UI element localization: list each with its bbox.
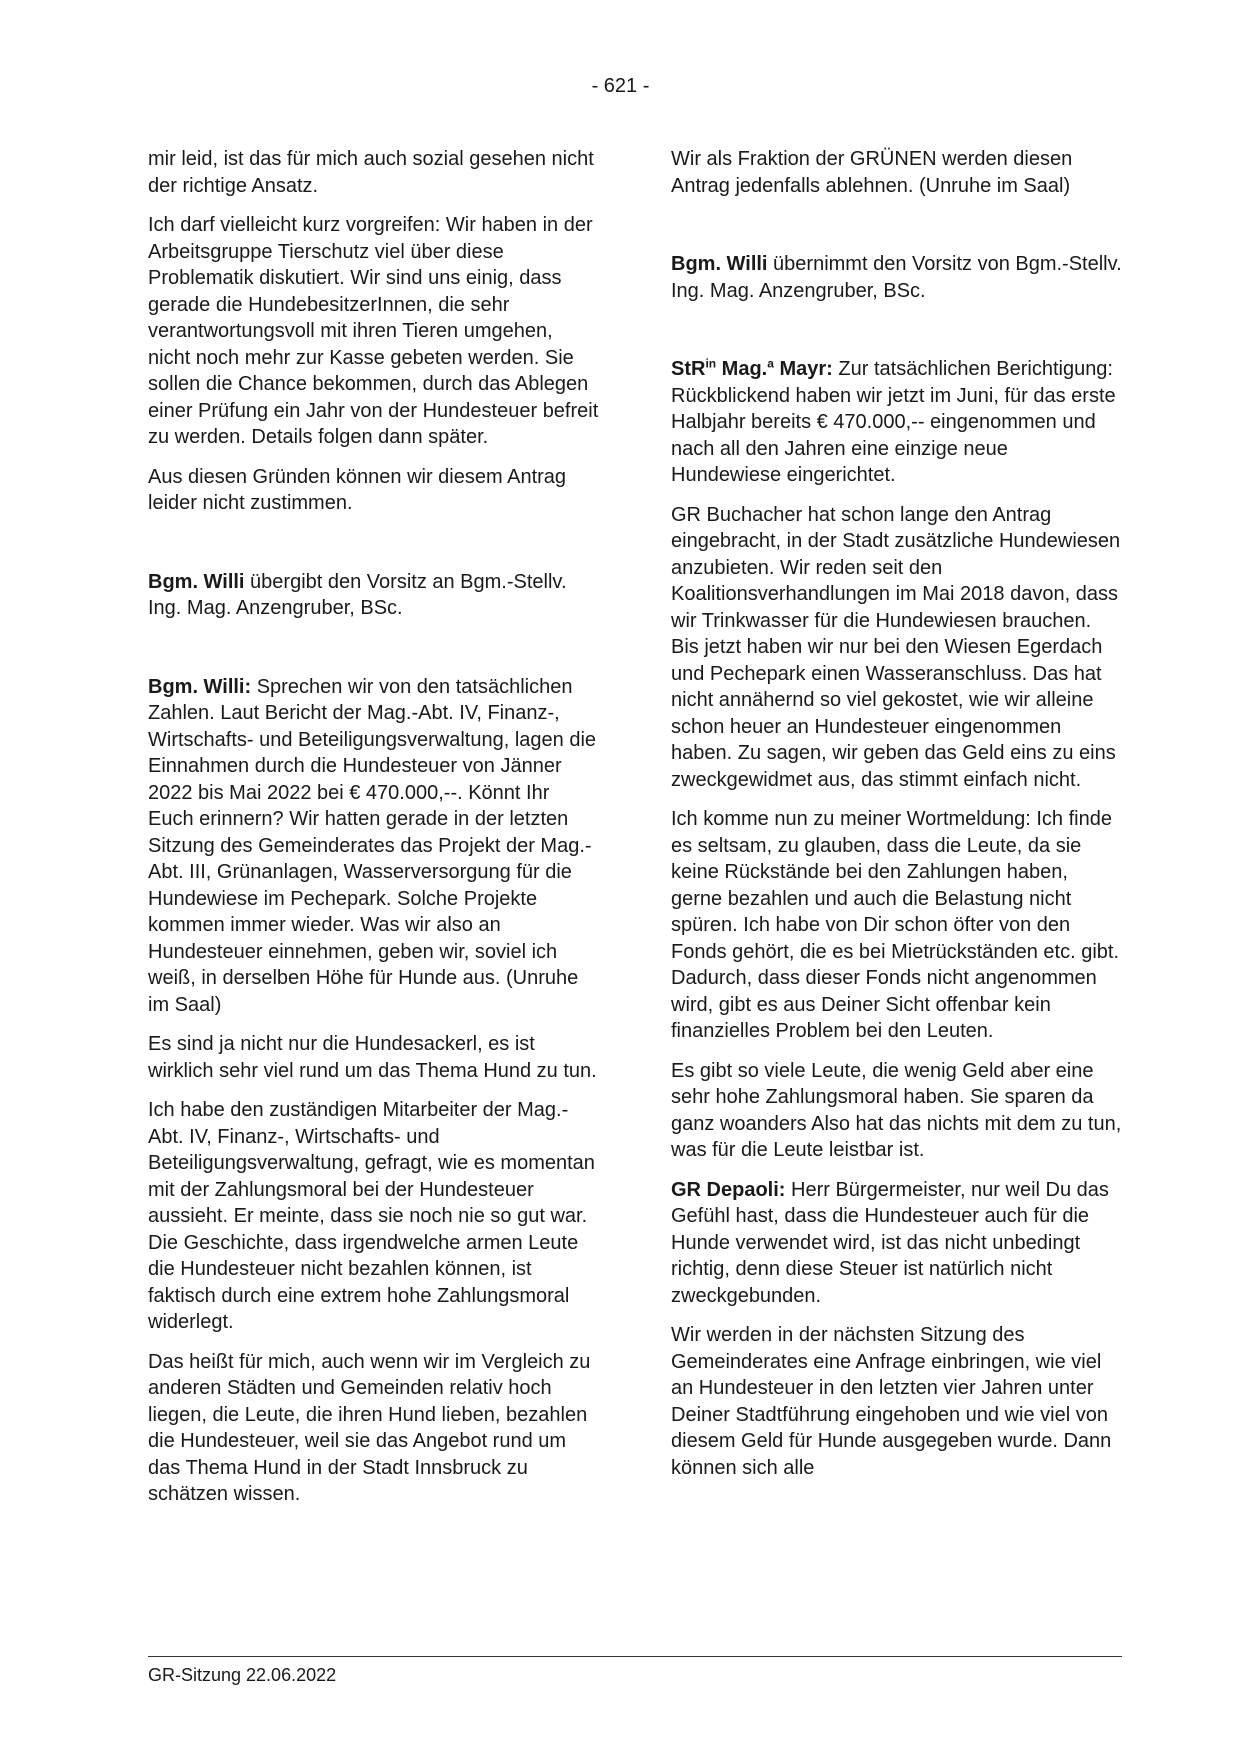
- paragraph-text: Herr Bürgermeister, nur weil Du das Gefühl hast, dass die Hundesteuer auch für die Hunde verwendet wird, ist das nicht unbedingt richtig, denn diese Steuer ist natürlich nicht zweckgebunden.: [671, 1178, 1109, 1307]
- paragraph: Es sind ja nicht nur die Hundesackerl, es ist wirklich sehr viel rund um das Thema Hund zu tun.: [148, 1033, 597, 1082]
- left-column: [148, 146, 600, 1521]
- speaker-title: StR: [671, 358, 706, 380]
- chair-transfer-note: [671, 251, 1123, 304]
- speaker-name: Bgm. Willi: [671, 253, 768, 275]
- superscript: in: [705, 356, 717, 371]
- paragraph-text: übernimmt den Vorsitz von Bgm.-Stellv. Ing. Mag. Anzengruber, BSc.: [671, 253, 1122, 302]
- speaker-name: [671, 358, 833, 380]
- speaker-name: GR Depaoli:: [671, 1178, 786, 1201]
- chair-transfer-note: [148, 569, 600, 622]
- speaker-name: Bgm. Willi: [148, 570, 245, 593]
- paragraph: Aus diesen Gründen können wir diesem Antrag leider nicht zustimmen.: [148, 465, 567, 514]
- paragraph: Wir als Fraktion der GRÜNEN werden diesen Antrag jedenfalls ablehnen. (Unruhe im Saal): [671, 148, 1073, 197]
- right-column: [671, 146, 1123, 1494]
- paragraph: GR Buchacher hat schon lange den Antrag eingebracht, in der Stadt zusätzliche Hundewiesen anzubieten. Wir reden seit den Koalitionsverhandlungen im Mai 2018 davon, dass wir Trinkwasser für die Hundewiesen brauchen. Bis jetzt haben wir nur bei den Wiesen Egerdach und Pechepark einen Wasseranschluss. Das hat nicht annähernd so viel gekostet, wie wir alleine schon heuer an Hundesteuer eingenommen haben. Zu sagen, wir geben das Geld eins zu eins zweckgewidmet aus, das stimmt einfach nicht.: [671, 503, 1121, 791]
- page-number: - 621 -: [591, 75, 650, 97]
- footer-session-date: GR-Sitzung 22.06.2022: [148, 1665, 337, 1685]
- paragraph-text: Zur tatsächlichen Berichtigung: Rückblickend haben wir jetzt im Juni, für das erste Halbjahr bereits € 470.000,-- eingenommen und nach all den Jahren eine einzige neue Hundewiese eingerichtet.: [671, 358, 1116, 486]
- paragraph-text: übergibt den Vorsitz an Bgm.-Stellv. Ing. Mag. Anzengruber, BSc.: [148, 570, 567, 619]
- paragraph: mir leid, ist das für mich auch sozial gesehen nicht der richtige Ansatz.: [148, 148, 594, 197]
- paragraph: Das heißt für mich, auch wenn wir im Vergleich zu anderen Städten und Gemeinden relativ hoch liegen, die Leute, die ihren Hund lieben, bezahlen die Hundesteuer, weil sie das Angebot rund um das Thema Hund in der Stadt Innsbruck zu schätzen wissen.: [148, 1350, 591, 1505]
- paragraph: Ich komme nun zu meiner Wortmeldung: Ich finde es seltsam, zu glauben, dass die Leute, da sie keine Rückstände bei den Zahlungen haben, gerne bezahlen und auch die Belastung nicht spüren. Ich habe von Dir schon öfter von den Fonds gehört, die es bei Mietrückständen etc. gibt. Dadurch, dass dieser Fonds nicht angenommen wird, gibt es aus Deiner Sicht offenbar kein finanzielles Problem bei den Leuten.: [671, 808, 1120, 1042]
- speaker-title: Mag.: [716, 358, 768, 380]
- superscript: a: [767, 356, 774, 371]
- paragraph: Wir werden in der nächsten Sitzung des Gemeinderates eine Anfrage einbringen, wie viel an Hundesteuer in den letzten vier Jahren unter Deiner Stadtführung eingehoben und wie viel von diesem Geld für Hunde ausgegeben wurde. Dann können sich alle: [671, 1324, 1112, 1479]
- speech-paragraph: [671, 356, 1123, 489]
- paragraph: Ich darf vielleicht kurz vorgreifen: Wir haben in der Arbeitsgruppe Tierschutz viel über diese Problematik diskutiert. Wir sind uns einig, dass gerade die HundebesitzerInnen, die sehr verantwortungsvoll mit ihren Tieren umgehen, nicht noch mehr zur Kasse gebeten werden. Sie sollen die Chance bekommen, durch das Ablegen einer Prüfung ein Jahr von der Hundesteuer befreit zu werden. Details folgen dann später.: [148, 214, 599, 448]
- speaker-name: Bgm. Willi:: [148, 675, 252, 698]
- paragraph: Es gibt so viele Leute, die wenig Geld aber eine sehr hohe Zahlungsmoral haben. Sie sparen da ganz woanders Also hat das nichts mit dem zu tun, was für die Leute leistbar ist.: [671, 1059, 1122, 1161]
- paragraph: Ich habe den zuständigen Mitarbeiter der Mag.-Abt. IV, Finanz-, Wirtschafts- und Beteiligungsverwaltung, gefragt, wie es momentan mit der Zahlungsmoral bei der Hundesteuer aussieht. Er meinte, dass sie noch nie so gut war. Die Geschichte, dass irgendwelche armen Leute die Hundesteuer nicht bezahlen können, ist faktisch durch eine extrem hohe Zahlungsmoral widerlegt.: [148, 1099, 595, 1333]
- footer-divider: [148, 1656, 1122, 1657]
- speech-paragraph: [148, 674, 600, 1019]
- speaker-surname: Mayr:: [773, 358, 833, 380]
- speech-paragraph: [671, 1177, 1123, 1310]
- paragraph-text: Sprechen wir von den tatsächlichen Zahlen. Laut Bericht der Mag.-Abt. IV, Finanz-, Wirtschafts- und Beteiligungsverwaltung, lagen die Einnahmen durch die Hundesteuer von Jänner 2022 bis Mai 2022 bei € 470.000,--. Könnt Ihr Euch erinnern? Wir hatten gerade in der letzten Sitzung des Gemeinderates das Projekt der Mag.-Abt. III, Grünanlagen, Wasserversorgung für die Hundewiese im Pechepark. Solche Projekte kommen immer wieder. Was wir also an Hundesteuer einnehmen, geben wir, soviel ich weiß, in derselben Höhe für Hunde aus. (Unruhe im Saal): [148, 675, 597, 1016]
